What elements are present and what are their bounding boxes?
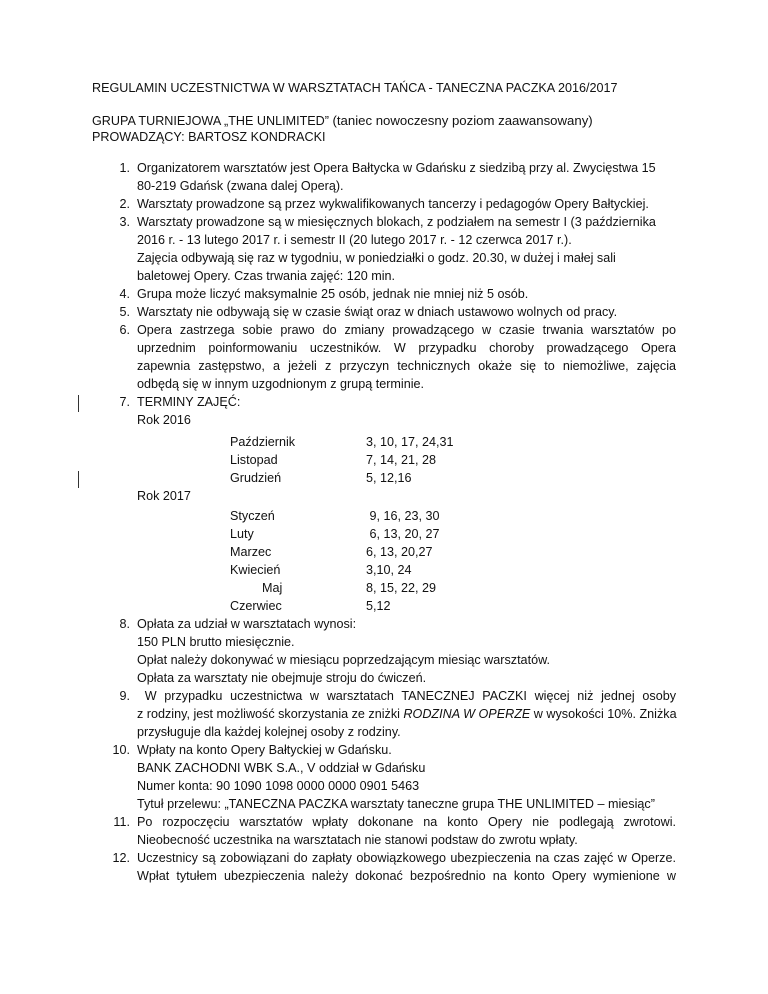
item-text: Tytuł przelewu: „TANECZNA PACZKA warsztaty taneczne grupa THE UNLIMITED – miesiąc” xyxy=(137,797,655,811)
change-bar xyxy=(78,471,79,488)
item-number: 4. xyxy=(119,287,130,301)
item-text: Uczestnicy są zobowiązani do zapłaty obowiązkowego ubezpieczenia na czas zajęć w Operze. xyxy=(137,851,676,865)
discount-name: RODZINA W OPERZE xyxy=(403,707,531,721)
schedule-days: 7, 14, 21, 28 xyxy=(366,453,437,467)
item-number: 7. xyxy=(119,395,130,409)
item-text: odbędą się w innym uzgodnionym z grupą terminie. xyxy=(137,377,425,391)
change-bar xyxy=(78,395,79,412)
schedule-month: Grudzień xyxy=(230,471,282,485)
item-text: Numer konta: 90 1090 1098 0000 0000 0901 5463 xyxy=(137,779,420,793)
schedule-days: 3, 10, 17, 24,31 xyxy=(366,435,454,449)
schedule-month: Czerwiec xyxy=(230,599,282,613)
item-text: Opłata za udział w warsztatach wynosi: xyxy=(137,617,357,631)
item-number: 12. xyxy=(112,851,130,865)
schedule-month: Listopad xyxy=(230,453,278,467)
schedule-month: Marzec xyxy=(230,545,272,559)
item-number: 1. xyxy=(119,161,130,175)
item-number: 8. xyxy=(119,617,130,631)
item-text: W przypadku uczestnictwa w warsztatach TANECZNEJ PACZKI więcej niż jednej osoby xyxy=(137,689,676,703)
item-text: przysługuje dla każdej kolejnej osoby z rodziny. xyxy=(137,725,401,739)
schedule-days: 6, 13, 20, 27 xyxy=(366,527,440,541)
item-number: 6. xyxy=(119,323,130,337)
document-title: REGULAMIN UCZESTNICTWA W WARSZTATACH TAŃCA - TANECZNA PACZKA 2016/2017 xyxy=(92,81,618,95)
schedule-month: Październik xyxy=(230,435,296,449)
item-text: Opłat należy dokonywać w miesiącu poprzedzającym miesiąc warsztatów. xyxy=(137,653,550,667)
item-text: baletowej Opery. Czas trwania zajęć: 120 min. xyxy=(137,269,396,283)
schedule-days: 9, 16, 23, 30 xyxy=(366,509,440,523)
item-number: 5. xyxy=(119,305,130,319)
item-text: zapewnia zastępstwo, a jeżeli z przyczyn technicznych okaże się to niemożliwe, zajęcia xyxy=(137,359,676,373)
item-text xyxy=(137,706,677,723)
item-number: 11. xyxy=(113,815,130,829)
schedule-days: 5, 12,16 xyxy=(366,471,412,485)
instructor-line: PROWADZĄCY: BARTOSZ KONDRACKI xyxy=(92,130,326,144)
item-number: 10. xyxy=(112,743,130,757)
item-text-part: w wysokości 10%. Zniżka xyxy=(530,707,677,721)
item-text: TERMINY ZAJĘĆ: xyxy=(137,395,241,409)
item-number: 3. xyxy=(119,215,130,229)
item-text: Wpłat tytułem ubezpieczenia należy dokonać bezpośrednio na konto Opery wymienione w xyxy=(137,869,676,883)
schedule-days: 6, 13, 20,27 xyxy=(366,545,433,559)
schedule-month: Kwiecień xyxy=(230,563,281,577)
item-text: Zajęcia odbywają się raz w tygodniu, w poniedziałki o godz. 20.30, w dużej i małej sali xyxy=(137,251,616,265)
schedule-days: 3,10, 24 xyxy=(366,563,412,577)
item-text: Opłata za warsztaty nie obejmuje stroju do ćwiczeń. xyxy=(137,671,427,685)
group-heading xyxy=(92,112,593,130)
item-text: BANK ZACHODNI WBK S.A., V oddział w Gdańsku xyxy=(137,761,426,775)
item-number: 9. xyxy=(119,689,130,703)
schedule-month: Maj xyxy=(262,581,283,595)
item-text: Opera zastrzega sobie prawo do zmiany prowadzącego w czasie trwania warsztatów po xyxy=(137,323,676,337)
item-text: 80-219 Gdańsk (zwana dalej Operą). xyxy=(137,179,344,193)
item-text: Nieobecność uczestnika na warsztatach nie stanowi podstaw do zwrotu wpłaty. xyxy=(137,833,578,847)
item-text: Organizatorem warsztatów jest Opera Bałtycka w Gdańsku z siedzibą przy al. Zwycięstwa 15 xyxy=(137,161,656,175)
item-text: Grupa może liczyć maksymalnie 25 osób, jednak nie mniej niż 5 osób. xyxy=(137,287,529,301)
item-text: uprzednim poinformowaniu uczestników. W przypadku choroby prowadzącego Opera xyxy=(137,341,676,355)
item-text: Warsztaty prowadzone są przez wykwalifikowanych tancerzy i pedagogów Opery Bałtyckiej. xyxy=(137,197,649,211)
item-text: Wpłaty na konto Opery Bałtyckiej w Gdańsku. xyxy=(137,743,392,757)
item-text: Po rozpoczęciu warsztatów wpłaty dokonane na konto Opery nie podlegają zwrotowi. xyxy=(137,815,676,829)
item-text-part: z rodziny, jest możliwość skorzystania ze zniżki xyxy=(137,707,404,721)
year-label: Rok 2017 xyxy=(137,489,191,503)
item-text: 2016 r. - 13 lutego 2017 r. i semestr II (20 lutego 2017 r. - 12 czerwca 2017 r.). xyxy=(137,233,572,247)
schedule-days: 8, 15, 22, 29 xyxy=(366,581,437,595)
schedule-month: Luty xyxy=(230,527,254,541)
item-text: Warsztaty nie odbywają się w czasie świąt oraz w dniach ustawowo wolnych od pracy. xyxy=(137,305,618,319)
group-name: GRUPA TURNIEJOWA „THE UNLIMITED” xyxy=(92,114,333,128)
item-text: Warsztaty prowadzone są w miesięcznych blokach, z podziałem na semestr I (3 października xyxy=(137,215,656,229)
year-label: Rok 2016 xyxy=(137,413,191,427)
item-number: 2. xyxy=(119,197,130,211)
group-level: (taniec nowoczesny poziom zaawansowany) xyxy=(332,113,593,128)
item-text: 150 PLN brutto miesięcznie. xyxy=(137,635,295,649)
schedule-days: 5,12 xyxy=(366,599,391,613)
schedule-month: Styczeń xyxy=(230,509,275,523)
